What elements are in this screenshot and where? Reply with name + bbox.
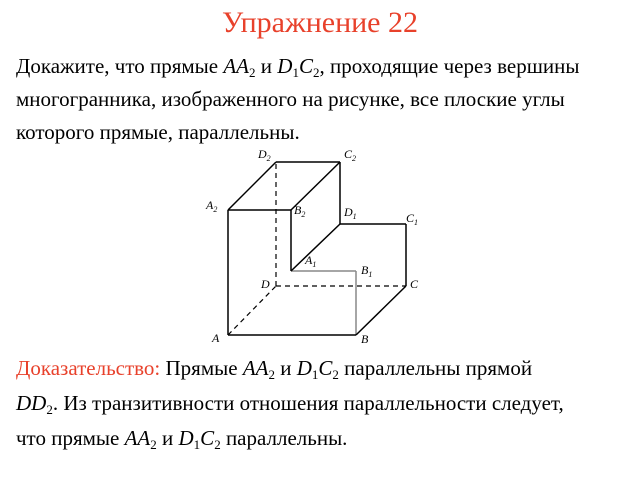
subscript: 2 (46, 402, 53, 417)
label-c1: $C_1$ (406, 211, 419, 227)
proof-segment: и (274, 356, 297, 380)
line-aa2: AA (124, 426, 151, 450)
label-a1: $A_1$ (305, 253, 317, 269)
edge-a2d2 (228, 162, 276, 210)
label-c2: $C_2$ (344, 147, 357, 163)
statement-text: , проходящие через вершины многогранника, изображенного на рисунке, все плоские углы которого прямые, параллельны. (16, 54, 580, 144)
proof-segment: . Из транзитивности отношения параллельности следует, что прямые (16, 391, 564, 450)
line-d1c2: D (296, 356, 312, 380)
label-a: A (212, 331, 220, 345)
label-b: B (361, 332, 369, 346)
subscript: 2 (312, 65, 320, 80)
line-aa2: AA (223, 54, 250, 78)
line-d1c2-letter: C (200, 426, 215, 450)
proof-text (16, 351, 576, 456)
proof-segment: Прямые (160, 356, 243, 380)
subscript: 2 (150, 437, 157, 452)
edge-ad (228, 286, 276, 335)
gray-edges (291, 271, 356, 335)
line-dd2: DD (16, 391, 47, 415)
proof-segment: и (156, 426, 179, 450)
line-d1c2: D (277, 54, 293, 78)
subscript: 2 (332, 367, 339, 382)
label-d2: $D_2$ (258, 147, 271, 163)
subscript: 2 (268, 367, 275, 382)
subscript: 2 (249, 65, 256, 80)
line-aa2: AA (242, 356, 269, 380)
proof-label: Доказательство: (16, 356, 161, 380)
line-d1c2: D (178, 426, 194, 450)
subscript: 2 (214, 437, 221, 452)
page-title: Упражнение 22 (222, 6, 418, 39)
visible-edges (228, 162, 406, 335)
label-b1: $B_1$ (361, 263, 373, 279)
statement-text: и (255, 54, 278, 78)
label-a2: $A_2$ (206, 198, 218, 214)
label-d1: $D_1$ (344, 205, 357, 221)
subscript: 1 (311, 367, 319, 382)
label-c: C (410, 277, 419, 291)
label-b2: $B_2$ (294, 203, 306, 219)
proof-segment: параллельны. (220, 426, 348, 450)
hidden-edges (228, 162, 406, 335)
subscript: 1 (292, 65, 299, 80)
proof-segment: параллельны прямой (338, 356, 533, 380)
line-d1c2-letter: C (318, 356, 333, 380)
subscript: 1 (193, 437, 201, 452)
statement-text: Докажите, что прямые (16, 54, 224, 78)
label-d: D (261, 277, 270, 291)
line-d1c2-letter: C (298, 54, 313, 78)
edge-bc (356, 286, 406, 335)
